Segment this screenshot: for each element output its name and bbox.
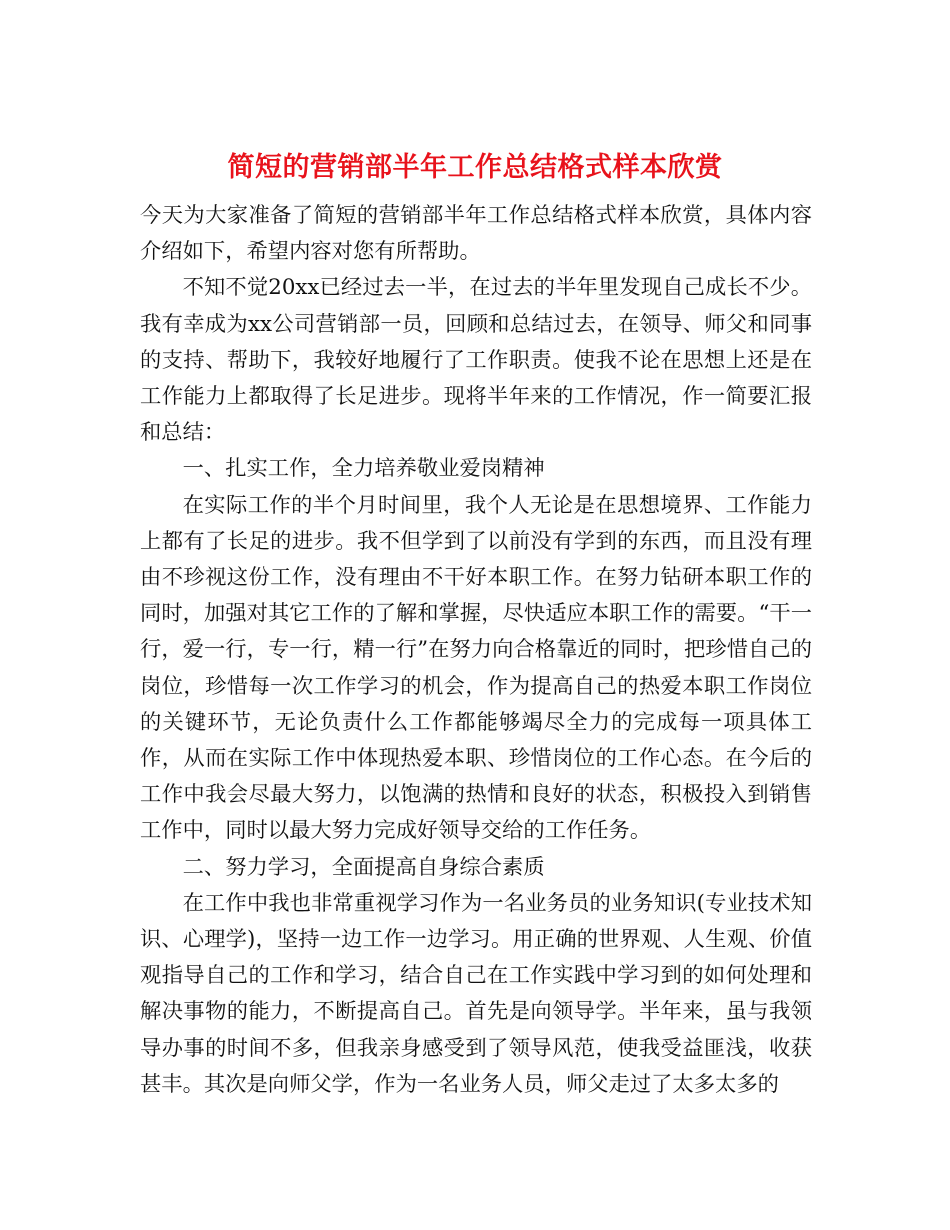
opening-paragraph: 不知不觉20xx已经过去一半，在过去的半年里发现自己成长不少。我有幸成为xx公司营销部一员，回顾和总结过去，在领导、师父和同事的支持、帮助下，我较好地履行了工作职责。使我不论在思想上还是在工作能力上都取得了长足进步。现将半年来的工作情况，作一简要汇报和总结：	[140, 275, 812, 446]
section-heading-1: 一、扎实工作，全力培养敬业爱岗精神	[182, 456, 545, 482]
intro-paragraph: 今天为大家准备了简短的营销部半年工作总结格式样本欣赏，具体内容介绍如下，希望内容对您有所帮助。	[140, 203, 812, 265]
document-title: 简短的营销部半年工作总结格式样本欣赏	[227, 152, 723, 184]
document-body	[140, 198, 812, 1103]
section-2-paragraph: 在工作中我也非常重视学习作为一名业务员的业务知识(专业技术知识、心理学)，坚持一边工作一边学习。用正确的世界观、人生观、价值观指导自己的工作和学习，结合自己在工作实践中学习到的如何处理和解决事物的能力，不断提高自己。首先是向领导学。半年来，虽与我领导办事的时间不多，但我亲身感受到了领导风范，使我受益匪浅，收获甚丰。其次是向师父学，作为一名业务人员，师父走过了太多太多的	[140, 890, 812, 1097]
section-1-paragraph: 在实际工作的半个月时间里，我个人无论是在思想境界、工作能力上都有了长足的进步。我不但学到了以前没有学到的东西，而且没有理由不珍视这份工作，没有理由不干好本职工作。在努力钻研本职工作的同时，加强对其它工作的了解和掌握，尽快适应本职工作的需要。“干一行，爱一行，专一行，精一行”在努力向合格靠近的同时，把珍惜自己的岗位，珍惜每一次工作学习的机会，作为提高自己的热爱本职工作岗位的关键环节，无论负责什么工作都能够竭尽全力的完成每一项具体工作，从而在实际工作中体现热爱本职、珍惜岗位的工作心态。在今后的工作中我会尽最大努力，以饱满的热情和良好的状态，积极投入到销售工作中，同时以最大努力完成好领导交给的工作任务。	[140, 492, 812, 844]
section-heading-2: 二、努力学习，全面提高自身综合素质	[182, 854, 545, 880]
